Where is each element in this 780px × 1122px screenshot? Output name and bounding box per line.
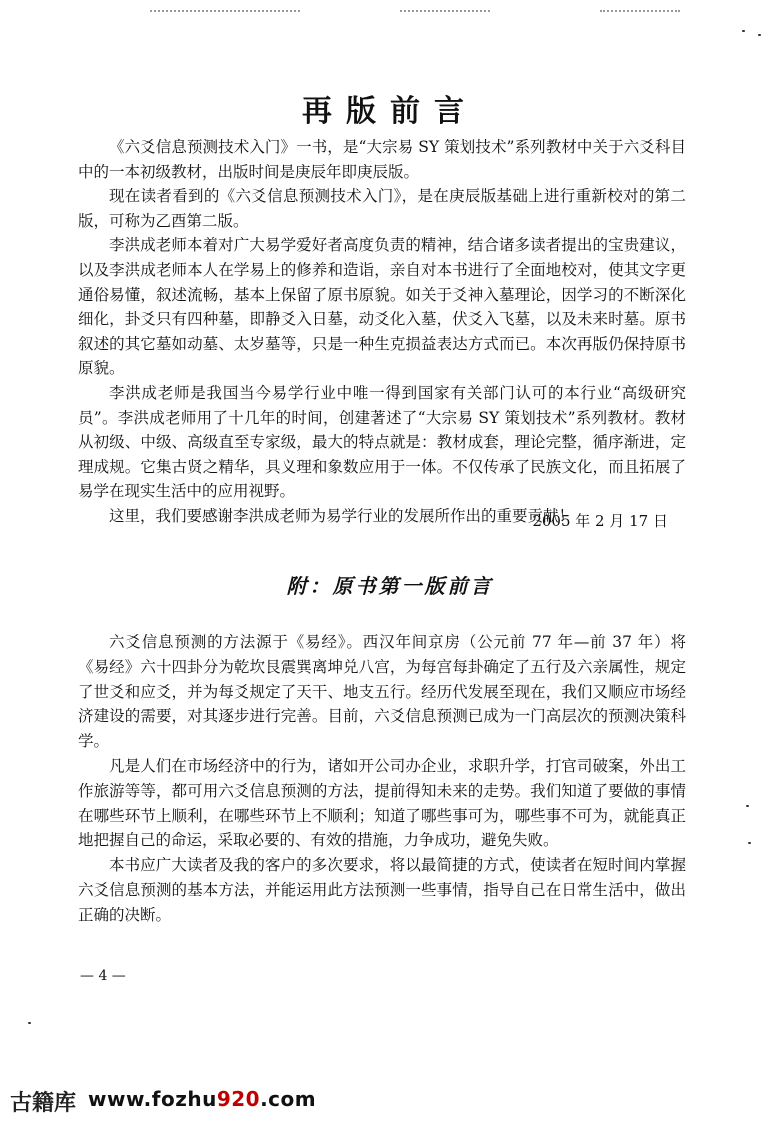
site-name: 古籍库 (10, 1091, 77, 1116)
scan-speck (742, 30, 745, 32)
page-number: — 4 — (80, 968, 126, 984)
url-number: 920 (216, 1087, 261, 1111)
watermark-footer (0, 1078, 317, 1122)
site-url[interactable] (88, 1087, 316, 1111)
scan-artifact (150, 10, 300, 14)
appendix-paragraph: 凡是人们在市场经济中的行为，诸如开公司办企业，求职升学，打官司破案，外出工作旅游等等，都可用六爻信息预测的方法，提前得知未来的走势。我们知道了要做的事情在哪些环节上顺利，在哪些环节上不顺利；知道了哪些事可为，哪些事不可为，就能真正地把握自己的命运，采取必要的、有效的措施，力争成功，避免失败。 (78, 756, 686, 850)
appendix-paragraph: 六爻信息预测的方法源于《易经》。西汉年间京房（公元前 77 年—前 37 年）将《易经》六十四卦分为乾坎艮震巽离坤兑八宫，为每宫每卦确定了五行及六亲属性，规定了世爻和应爻，并为每爻规定了天干、地支五行。经历代发展至现在，我们又顺应市场经济建设的需要，对其逐步进行完善。目前，六爻信息预测已成为一门高层次的预测决策科学。 (78, 633, 686, 751)
scan-speck (746, 805, 749, 807)
preface-paragraph: 李洪成老师是我国当今易学行业中唯一得到国家有关部门认可的本行业“高级研究员”。李洪成老师用了十几年的时间，创建著述了“大宗易 SY 策划技术”系列教材。教材从初级、中级、高级直至专家级，最大的特点就是：教材成套，理论完整，循序渐进，定理成规。它集古贤之精华，具义理和象数应用于一体。不仅传承了民族文化，而且拓展了易学在现实生活中的应用视野。 (78, 383, 686, 501)
preface-paragraph: 李洪成老师本着对广大易学爱好者高度负责的精神，结合诸多读者提出的宝贵建议，以及李洪成老师本人在学易上的修养和造诣，亲自对本书进行了全面地校对，使其文字更通俗易懂，叙述流畅，基本上保留了原书原貌。如关于爻神入墓理论，因学习的不断深化细化，卦爻只有四种墓，即静爻入日墓，动爻化入墓，伏爻入飞墓，以及未来时墓。原书叙述的其它墓如动墓、太岁墓等，只是一种生克损益表达方式而已。本次再版仍保持原书原貌。 (78, 236, 686, 378)
scan-speck (28, 1022, 31, 1024)
url-suffix: .com (260, 1087, 317, 1111)
preface-date: 2005 年 2 月 17 日 (532, 512, 668, 530)
preface-section (78, 135, 686, 529)
appendix-paragraph: 本书应广大读者及我的客户的多次要求，将以最简捷的方式，使读者在短时间内掌握六爻信息预测的基本方法，并能运用此方法预测一些事情，指导自己在日常生活中，做出正确的决断。 (78, 856, 686, 924)
preface-paragraph: 现在读者看到的《六爻信息预测技术入门》，是在庚辰版基础上进行重新校对的第二版，可称为乙酉第二版。 (78, 187, 686, 230)
scan-artifact (600, 10, 680, 14)
page-title: 再版前言 (302, 94, 478, 129)
appendix-title: 附：原书第一版前言 (286, 574, 494, 598)
scan-speck (748, 842, 751, 844)
appendix-section (78, 630, 686, 928)
preface-paragraph: 《六爻信息预测技术入门》一书，是“大宗易 SY 策划技术”系列教材中关于六爻科目中的一本初级教材，出版时间是庚辰年即庚辰版。 (78, 138, 686, 181)
url-prefix: www.fozhu (88, 1087, 217, 1111)
scan-speck (758, 34, 761, 36)
preface-paragraph: 这里，我们要感谢李洪成老师为易学行业的发展所作出的重要贡献！ (109, 506, 575, 525)
scan-artifact (400, 10, 490, 14)
